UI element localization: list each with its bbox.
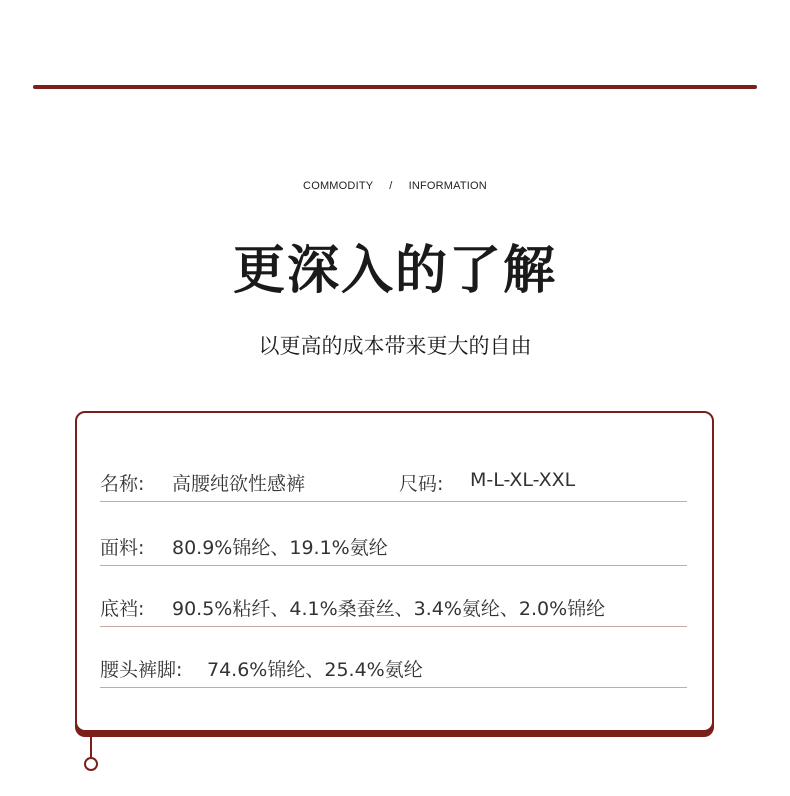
- subtitle-slash: /: [389, 180, 393, 192]
- size-value: M-L-XL-XXL: [470, 469, 576, 491]
- spec-row-crotch: [100, 588, 687, 627]
- english-subtitle: [0, 180, 790, 192]
- pin-line-decoration: [90, 737, 92, 757]
- top-divider-bar: [33, 85, 757, 89]
- waistband-label: 腰头裤脚:: [100, 659, 183, 681]
- spec-row-waistband: [100, 649, 687, 688]
- name-label: 名称:: [100, 473, 145, 495]
- waistband-value: 74.6%锦纶、25.4%氨纶: [207, 659, 423, 681]
- fabric-label: 面料:: [100, 537, 145, 559]
- size-label: 尺码:: [399, 473, 444, 495]
- subtitle-commodity: COMMODITY: [303, 180, 374, 192]
- fabric-value: 80.9%锦纶、19.1%氨纶: [172, 537, 388, 559]
- spec-row-fabric: [100, 527, 687, 566]
- page-title: 更深入的了解: [232, 241, 557, 301]
- subtitle-information: INFORMATION: [408, 180, 487, 192]
- name-value: 高腰纯欲性感裤: [172, 473, 306, 495]
- tagline: 以更高的成本带来更大的自由: [258, 334, 532, 358]
- crotch-value: 90.5%粘纤、4.1%桑蚕丝、3.4%氨纶、2.0%锦纶: [172, 598, 606, 620]
- pin-dot-decoration: [84, 757, 98, 771]
- spec-row-name-size: [100, 463, 687, 502]
- crotch-label: 底裆:: [100, 598, 145, 620]
- spec-card: [75, 411, 714, 732]
